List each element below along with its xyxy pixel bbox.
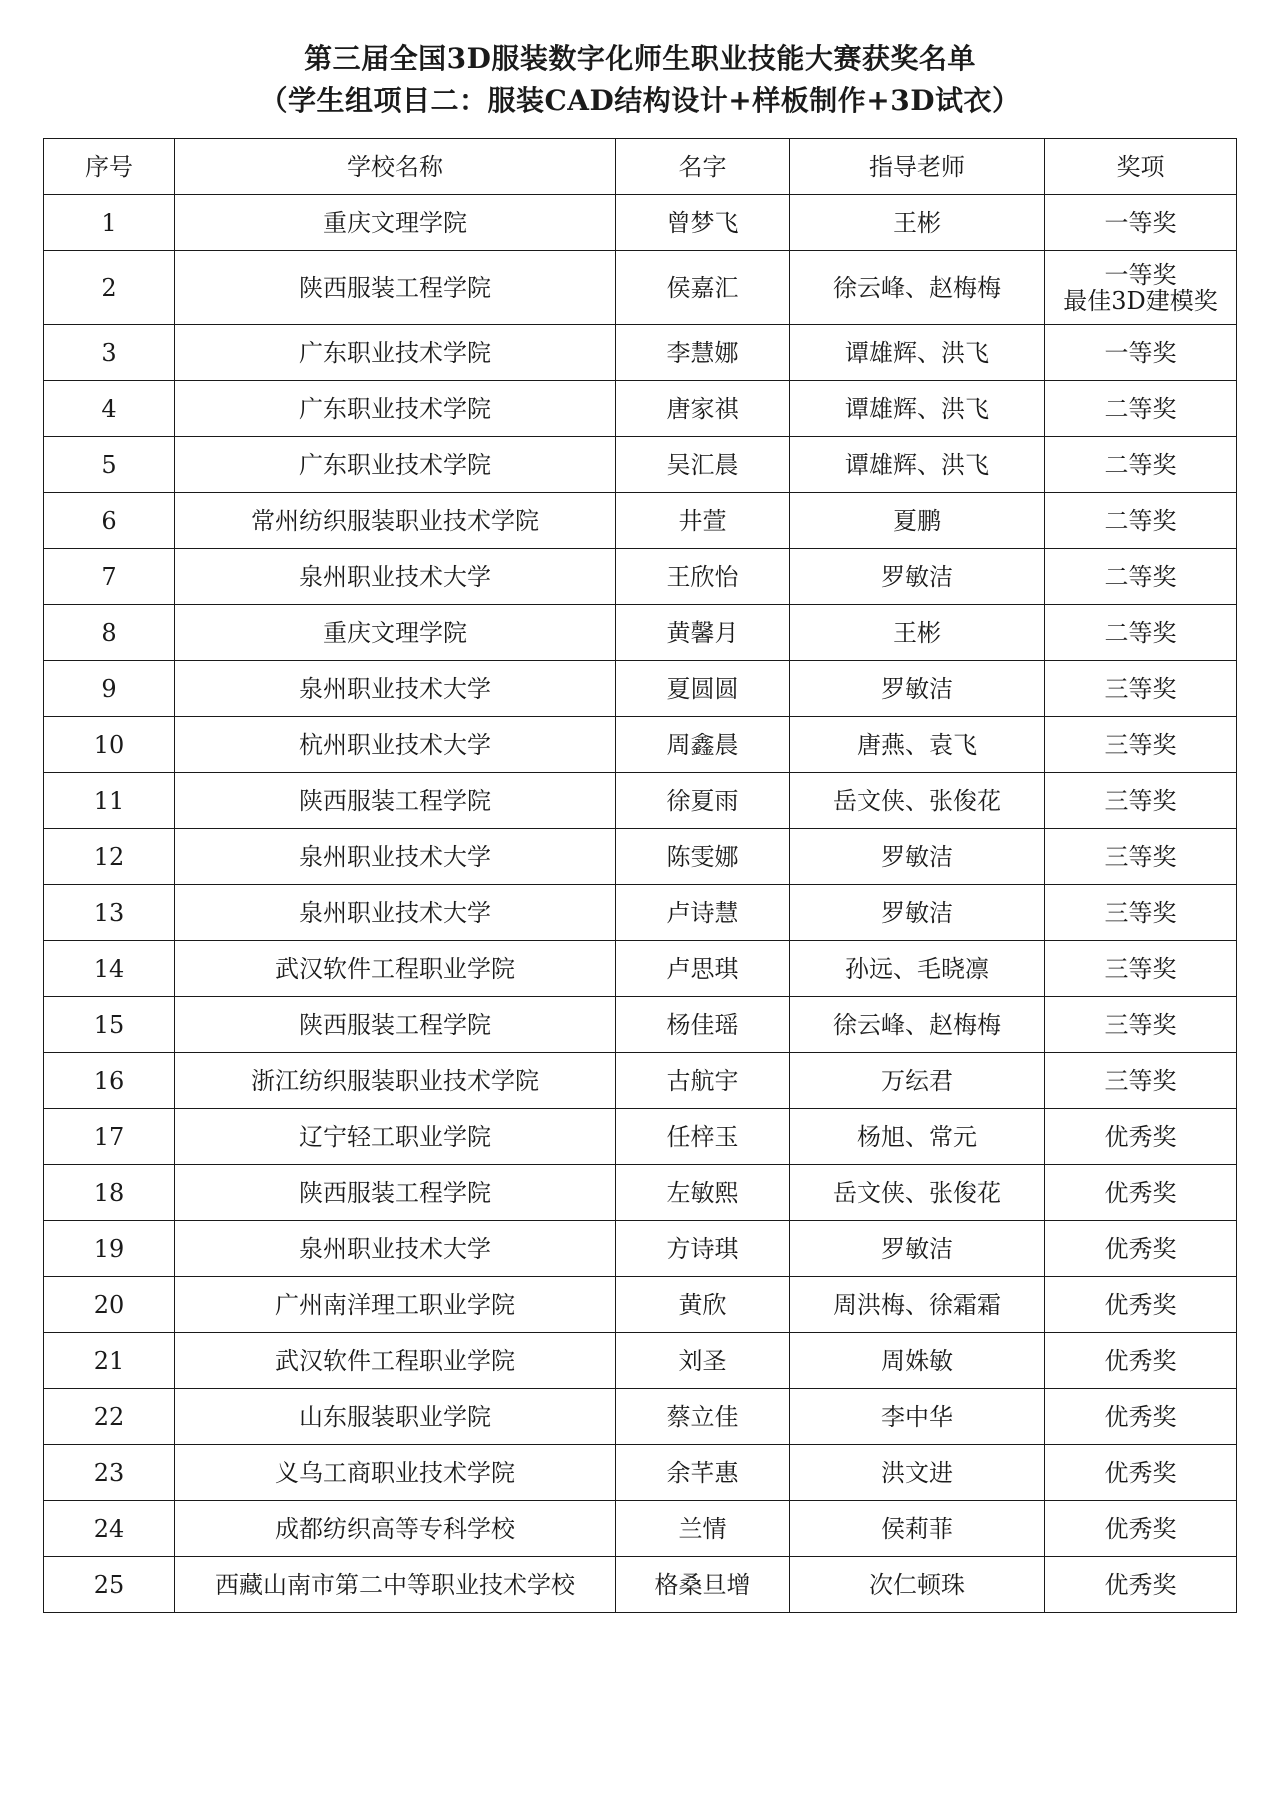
- cell-teacher: 侯莉菲: [790, 1501, 1045, 1557]
- cell-school: 泉州职业技术大学: [175, 1221, 616, 1277]
- award-label: 优秀奖: [1104, 1234, 1177, 1263]
- cell-award: [1045, 605, 1237, 661]
- cell-award: [1045, 1053, 1237, 1109]
- cell-award: [1045, 997, 1237, 1053]
- table-row: [44, 1389, 1237, 1445]
- award-label: 优秀奖: [1104, 1346, 1177, 1375]
- table-row: [44, 773, 1237, 829]
- cell-award: [1045, 251, 1237, 325]
- header-school: 学校名称: [175, 139, 616, 195]
- award-label: 三等奖: [1104, 954, 1177, 983]
- table-row: [44, 885, 1237, 941]
- cell-no: 6: [44, 493, 175, 549]
- cell-no: 25: [44, 1557, 175, 1613]
- cell-no: 12: [44, 829, 175, 885]
- cell-school: 西藏山南市第二中等职业技术学校: [175, 1557, 616, 1613]
- cell-no: 1: [44, 195, 175, 251]
- cell-name: 夏圆圆: [616, 661, 790, 717]
- cell-no: 22: [44, 1389, 175, 1445]
- cell-school: 泉州职业技术大学: [175, 885, 616, 941]
- table-body: [44, 195, 1237, 1613]
- cell-no: 9: [44, 661, 175, 717]
- award-label: 三等奖: [1104, 1010, 1177, 1039]
- cell-teacher: 万纭君: [790, 1053, 1045, 1109]
- cell-no: 17: [44, 1109, 175, 1165]
- award-label: 优秀奖: [1104, 1514, 1177, 1543]
- cell-no: 11: [44, 773, 175, 829]
- cell-name: 古航宇: [616, 1053, 790, 1109]
- cell-name: 唐家祺: [616, 381, 790, 437]
- award-label: 二等奖: [1104, 450, 1177, 479]
- award-label: 三等奖: [1104, 786, 1177, 815]
- cell-award: [1045, 1277, 1237, 1333]
- document-title: 第三届全国3D服装数字化师生职业技能大赛获奖名单: [304, 42, 976, 75]
- cell-award: [1045, 1165, 1237, 1221]
- cell-name: 黄欣: [616, 1277, 790, 1333]
- cell-name: 刘圣: [616, 1333, 790, 1389]
- cell-school: 武汉软件工程职业学院: [175, 1333, 616, 1389]
- cell-teacher: 李中华: [790, 1389, 1045, 1445]
- cell-name: 杨佳瑶: [616, 997, 790, 1053]
- table-row: [44, 381, 1237, 437]
- table-row: [44, 1501, 1237, 1557]
- cell-award: [1045, 1221, 1237, 1277]
- cell-name: 井萱: [616, 493, 790, 549]
- cell-name: 余芊惠: [616, 1445, 790, 1501]
- cell-teacher: 罗敏洁: [790, 549, 1045, 605]
- cell-name: 徐夏雨: [616, 773, 790, 829]
- awards-table: [43, 138, 1237, 1613]
- table-row: [44, 437, 1237, 493]
- cell-no: 15: [44, 997, 175, 1053]
- cell-award: [1045, 941, 1237, 997]
- cell-award: [1045, 325, 1237, 381]
- cell-no: 5: [44, 437, 175, 493]
- cell-teacher: 罗敏洁: [790, 1221, 1045, 1277]
- award-label: 一等奖: [1104, 208, 1177, 237]
- cell-teacher: 徐云峰、赵梅梅: [790, 997, 1045, 1053]
- cell-award: [1045, 661, 1237, 717]
- cell-name: 蔡立佳: [616, 1389, 790, 1445]
- cell-no: 21: [44, 1333, 175, 1389]
- cell-no: 8: [44, 605, 175, 661]
- award-label: 最佳3D建模奖: [1063, 286, 1218, 315]
- cell-teacher: 周洪梅、徐霜霜: [790, 1277, 1045, 1333]
- cell-name: 格桑旦增: [616, 1557, 790, 1613]
- award-label: 三等奖: [1104, 1066, 1177, 1095]
- cell-name: 兰情: [616, 1501, 790, 1557]
- cell-name: 左敏熙: [616, 1165, 790, 1221]
- cell-teacher: 孙远、毛晓凛: [790, 941, 1045, 997]
- table-header-row: [44, 139, 1237, 195]
- cell-award: [1045, 381, 1237, 437]
- cell-school: 广州南洋理工职业学院: [175, 1277, 616, 1333]
- cell-teacher: 洪文进: [790, 1445, 1045, 1501]
- cell-no: 14: [44, 941, 175, 997]
- award-label: 二等奖: [1104, 618, 1177, 647]
- cell-teacher: 周姝敏: [790, 1333, 1045, 1389]
- header-teacher: 指导老师: [790, 139, 1045, 195]
- award-label: 优秀奖: [1104, 1178, 1177, 1207]
- header-award: 奖项: [1045, 139, 1237, 195]
- cell-school: 广东职业技术学院: [175, 437, 616, 493]
- table-row: [44, 1053, 1237, 1109]
- cell-school: 武汉软件工程职业学院: [175, 941, 616, 997]
- award-label: 三等奖: [1104, 674, 1177, 703]
- table-row: [44, 1445, 1237, 1501]
- cell-teacher: 杨旭、常元: [790, 1109, 1045, 1165]
- cell-teacher: 王彬: [790, 195, 1045, 251]
- cell-school: 陕西服装工程学院: [175, 773, 616, 829]
- cell-school: 泉州职业技术大学: [175, 829, 616, 885]
- award-label: 优秀奖: [1104, 1290, 1177, 1319]
- table-row: [44, 941, 1237, 997]
- cell-award: [1045, 1389, 1237, 1445]
- cell-award: [1045, 493, 1237, 549]
- cell-award: [1045, 1333, 1237, 1389]
- cell-award: [1045, 437, 1237, 493]
- cell-no: 13: [44, 885, 175, 941]
- cell-award: [1045, 885, 1237, 941]
- cell-name: 卢思琪: [616, 941, 790, 997]
- cell-teacher: 罗敏洁: [790, 661, 1045, 717]
- cell-no: 23: [44, 1445, 175, 1501]
- cell-no: 10: [44, 717, 175, 773]
- document-subtitle: （学生组项目二：服装CAD结构设计+样板制作+3D试衣）: [259, 84, 1021, 117]
- cell-school: 广东职业技术学院: [175, 325, 616, 381]
- table-row: [44, 997, 1237, 1053]
- cell-school: 山东服装职业学院: [175, 1389, 616, 1445]
- table-row: [44, 1221, 1237, 1277]
- header-no: 序号: [44, 139, 175, 195]
- award-label: 一等奖: [1104, 338, 1177, 367]
- cell-no: 24: [44, 1501, 175, 1557]
- cell-award: [1045, 549, 1237, 605]
- cell-name: 王欣怡: [616, 549, 790, 605]
- cell-teacher: 罗敏洁: [790, 885, 1045, 941]
- cell-teacher: 谭雄辉、洪飞: [790, 325, 1045, 381]
- table-row: [44, 325, 1237, 381]
- award-label: 二等奖: [1104, 506, 1177, 535]
- cell-no: 7: [44, 549, 175, 605]
- cell-no: 3: [44, 325, 175, 381]
- table-row: [44, 195, 1237, 251]
- cell-no: 2: [44, 251, 175, 325]
- cell-award: [1045, 195, 1237, 251]
- cell-teacher: 王彬: [790, 605, 1045, 661]
- cell-name: 吴汇晨: [616, 437, 790, 493]
- cell-school: 陕西服装工程学院: [175, 1165, 616, 1221]
- award-label: 一等奖: [1104, 260, 1177, 289]
- cell-school: 泉州职业技术大学: [175, 661, 616, 717]
- cell-no: 18: [44, 1165, 175, 1221]
- table-row: [44, 1109, 1237, 1165]
- award-label: 二等奖: [1104, 394, 1177, 423]
- cell-teacher: 岳文侠、张俊花: [790, 773, 1045, 829]
- cell-award: [1045, 773, 1237, 829]
- cell-award: [1045, 717, 1237, 773]
- cell-no: 19: [44, 1221, 175, 1277]
- award-label: 三等奖: [1104, 730, 1177, 759]
- table-row: [44, 251, 1237, 325]
- cell-teacher: 罗敏洁: [790, 829, 1045, 885]
- award-label: 三等奖: [1104, 842, 1177, 871]
- cell-school: 杭州职业技术大学: [175, 717, 616, 773]
- cell-name: 侯嘉汇: [616, 251, 790, 325]
- table-row: [44, 605, 1237, 661]
- cell-name: 任梓玉: [616, 1109, 790, 1165]
- table-row: [44, 493, 1237, 549]
- cell-teacher: 谭雄辉、洪飞: [790, 437, 1045, 493]
- table-row: [44, 717, 1237, 773]
- cell-teacher: 岳文侠、张俊花: [790, 1165, 1045, 1221]
- cell-teacher: 徐云峰、赵梅梅: [790, 251, 1045, 325]
- table-row: [44, 1557, 1237, 1613]
- award-label: 优秀奖: [1104, 1122, 1177, 1151]
- cell-school: 广东职业技术学院: [175, 381, 616, 437]
- award-label: 三等奖: [1104, 898, 1177, 927]
- table-row: [44, 661, 1237, 717]
- cell-name: 黄馨月: [616, 605, 790, 661]
- award-label: 优秀奖: [1104, 1402, 1177, 1431]
- award-label: 优秀奖: [1104, 1570, 1177, 1599]
- cell-name: 李慧娜: [616, 325, 790, 381]
- cell-name: 卢诗慧: [616, 885, 790, 941]
- cell-school: 陕西服装工程学院: [175, 251, 616, 325]
- cell-school: 常州纺织服装职业技术学院: [175, 493, 616, 549]
- table-row: [44, 549, 1237, 605]
- cell-name: 陈雯娜: [616, 829, 790, 885]
- cell-no: 20: [44, 1277, 175, 1333]
- cell-school: 重庆文理学院: [175, 605, 616, 661]
- cell-no: 4: [44, 381, 175, 437]
- cell-teacher: 唐燕、袁飞: [790, 717, 1045, 773]
- cell-teacher: 次仁顿珠: [790, 1557, 1045, 1613]
- table-row: [44, 829, 1237, 885]
- table-row: [44, 1333, 1237, 1389]
- cell-school: 陕西服装工程学院: [175, 997, 616, 1053]
- header-name: 名字: [616, 139, 790, 195]
- cell-award: [1045, 1557, 1237, 1613]
- award-label: 优秀奖: [1104, 1458, 1177, 1487]
- cell-name: 周鑫晨: [616, 717, 790, 773]
- cell-award: [1045, 1445, 1237, 1501]
- cell-award: [1045, 829, 1237, 885]
- cell-school: 重庆文理学院: [175, 195, 616, 251]
- award-label: 二等奖: [1104, 562, 1177, 591]
- cell-school: 辽宁轻工职业学院: [175, 1109, 616, 1165]
- table-row: [44, 1165, 1237, 1221]
- cell-teacher: 谭雄辉、洪飞: [790, 381, 1045, 437]
- cell-award: [1045, 1501, 1237, 1557]
- cell-name: 方诗琪: [616, 1221, 790, 1277]
- cell-school: 泉州职业技术大学: [175, 549, 616, 605]
- cell-teacher: 夏鹏: [790, 493, 1045, 549]
- cell-school: 浙江纺织服装职业技术学院: [175, 1053, 616, 1109]
- table-row: [44, 1277, 1237, 1333]
- cell-no: 16: [44, 1053, 175, 1109]
- cell-name: 曾梦飞: [616, 195, 790, 251]
- cell-school: 成都纺织高等专科学校: [175, 1501, 616, 1557]
- cell-school: 义乌工商职业技术学院: [175, 1445, 616, 1501]
- cell-award: [1045, 1109, 1237, 1165]
